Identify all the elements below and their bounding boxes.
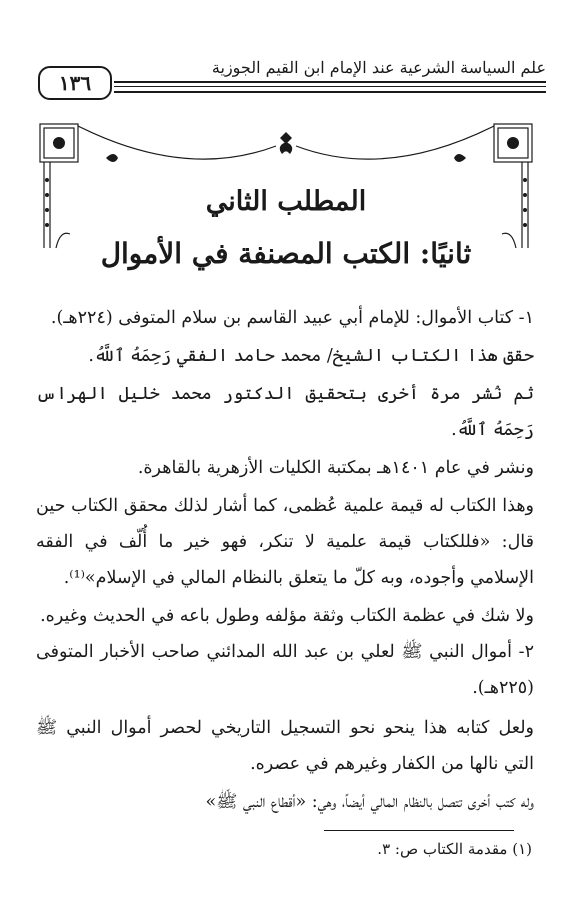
page-number: ١٣٦: [38, 66, 112, 100]
footnote: (١) مقدمة الكتاب ص: ٣.: [377, 840, 532, 858]
paragraph: ولا شك في عظمة الكتاب وثقة مؤلفه وطول باعه في الحديث وغيره.: [40, 606, 534, 626]
header-rule: [114, 91, 546, 93]
body-text: [36, 300, 534, 820]
paragraph: وهذا الكتاب له قيمة علمية عُظمى، كما أشار لذلك محقق الكتاب حين قال: «فللكتاب قيمة علمية لا تنكر، فهو خير ما أُلّف في الفقه الإسلامي وأجوده، وبه كلّ ما يتعلق بالنظام المالي في الإسلام»⁽¹⁾.: [36, 496, 534, 588]
paragraph: حقق هذا الكتاب الشيخ/ محمد حامد الفقي رَحِمَهُ ٱللَّهُ.: [88, 346, 534, 366]
section-subtitle: ثانيًا: الكتب المصنفة في الأموال: [100, 237, 472, 270]
paragraph: ونشر في عام ١٤٠١هـ بمكتبة الكليات الأزهرية بالقاهرة.: [137, 458, 534, 478]
page-header: [24, 58, 546, 102]
paragraph: ٢- أموال النبي ﷺ لعلي بن عبد الله المدائني صاحب الأخبار المتوفى (٢٢٥هـ).: [36, 642, 534, 698]
paragraph: ثم نُشر مرة أخرى بتحقيق الدكتور محمد خليل الهراس رَحِمَهُ ٱللَّهُ.: [36, 384, 534, 440]
header-rule: [114, 86, 546, 87]
section-title: المطلب الثاني: [205, 186, 367, 217]
running-title: علم السياسة الشرعية عند الإمام ابن القيم الجوزية: [211, 58, 546, 77]
paragraph: ولعل كتابه هذا ينحو نحو التسجيل التاريخي لحصر أموال النبي ﷺ التي نالها من الكفار وغيرهم في عصره.: [36, 718, 534, 774]
paragraph: وله كتب أخرى تتصل بالنظام المالي أيضاً، وهي: «أقطاع النبي ﷺ»: [205, 792, 534, 812]
footnote-separator: [324, 830, 514, 831]
header-rule: [114, 81, 546, 83]
paragraph: ١- كتاب الأموال: للإمام أبي عبيد القاسم بن سلام المتوفى (٢٢٤هـ).: [50, 308, 534, 328]
